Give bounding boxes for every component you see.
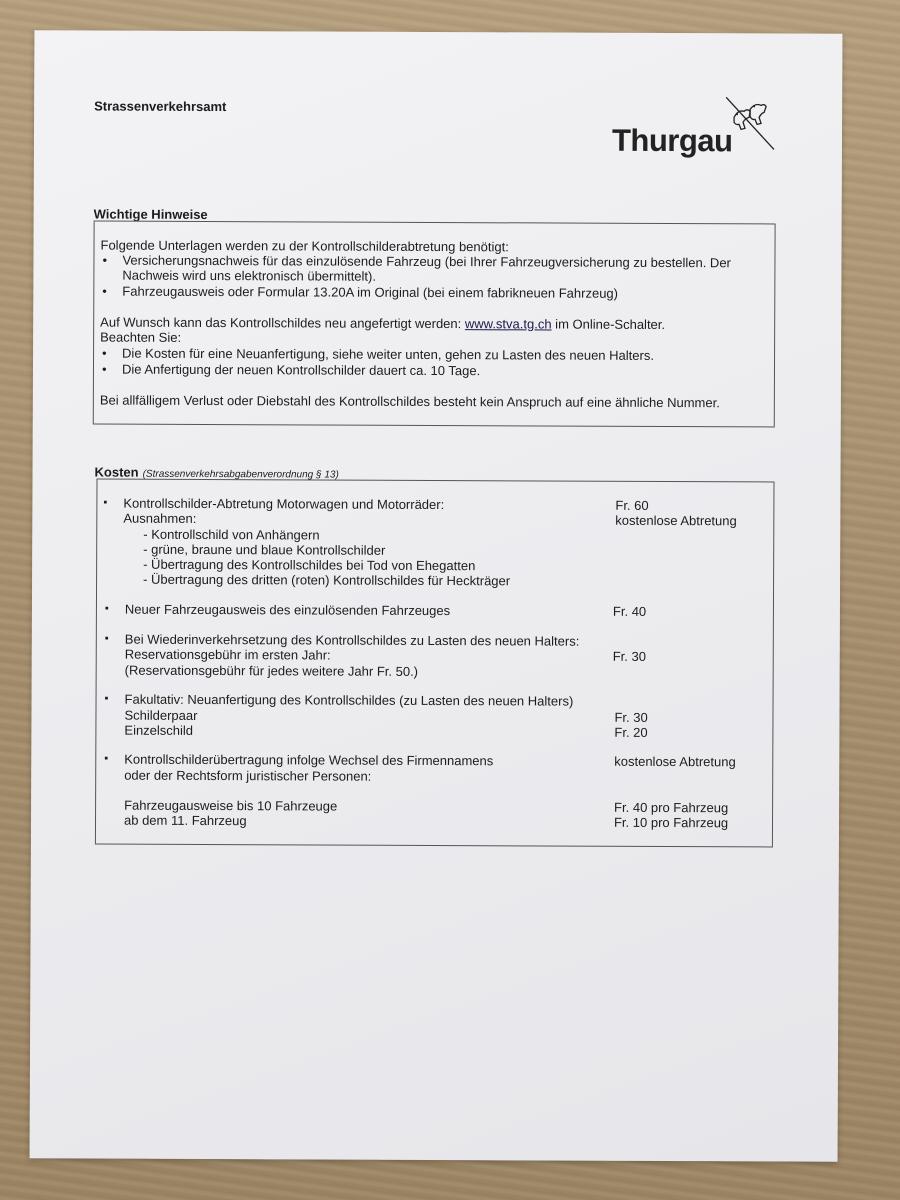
cost-item-label: ▪ Bei Wiederinverkehrsetzung des Kontrollschildes zu Lasten des neuen Halters: xyxy=(125,632,580,649)
cost-item-line: Fahrzeugausweise bis 10 Fahrzeuge xyxy=(124,797,338,814)
costs-title: Kosten xyxy=(94,464,139,480)
logo-text: Thurgau xyxy=(611,122,733,159)
wish-text-after: im Online-Schalter. xyxy=(551,316,666,332)
notes-box xyxy=(93,221,776,428)
loss-notice: Bei allfälligem Verlust oder Diebstahl des Kontrollschildes besteht kein Anspruch auf eine ähnliche Nummer. xyxy=(99,392,720,411)
cost-item-price: kostenlose Abtretung xyxy=(614,753,736,770)
thurgau-lions-emblem-icon xyxy=(724,95,776,151)
cost-item-line: ab dem 11. Fahrzeug xyxy=(123,812,247,829)
cost-item-price: Fr. 20 xyxy=(614,724,648,740)
cost-item-price: Fr. 40 xyxy=(612,603,647,619)
cost-item-label: ▪ Fakultativ: Neuanfertigung des Kontrollschildes (zu Lasten des neuen Halters) xyxy=(125,692,574,709)
cost-item-price: Fr. 30 xyxy=(612,648,647,664)
exceptions-label: Ausnahmen: xyxy=(123,510,197,526)
cost-item-line: (Reservationsgebühr für jedes weitere Jahr Fr. 50.) xyxy=(124,662,419,679)
cost-item-line: oder der Rechtsform juristischer Personen: xyxy=(124,767,372,784)
wish-sentence xyxy=(100,315,665,333)
exceptions-price: kostenlose Abtretung xyxy=(615,512,737,529)
cost-item-label: ▪ Kontrollschilder-Abtretung Motorwagen und Motorräder: xyxy=(123,496,444,513)
list-item-continuation: Nachweis wird uns elektronisch übermittelt). xyxy=(122,267,377,284)
exception-item: - Übertragung des Kontrollschildes bei Tod von Ehegatten xyxy=(143,556,476,574)
office-name: Strassenverkehrsamt xyxy=(94,98,227,115)
cost-item-line: Einzelschild xyxy=(124,722,194,738)
list-item: • Versicherungsnachweis für das einzulösende Fahrzeug (bei Ihrer Fahrzeugversicherung zu bestellen. Der xyxy=(122,253,731,271)
cost-item-line: Reservationsgebühr im ersten Jahr: xyxy=(124,646,331,663)
list-item: • Die Kosten für eine Neuanfertigung, siehe weiter unten, gehen zu Lasten des neuen Halters. xyxy=(122,346,654,364)
notes-intro: Folgende Unterlagen werden zu der Kontrollschilderabtretung benötigt: xyxy=(100,237,509,255)
list-item: • Die Anfertigung der neuen Kontrollschilder dauert ca. 10 Tage. xyxy=(122,362,480,379)
exception-item: - Kontrollschild von Anhängern xyxy=(143,526,320,543)
stva-link[interactable]: www.stva.tg.ch xyxy=(464,316,552,332)
document-page xyxy=(30,30,843,1162)
costs-box xyxy=(95,479,775,848)
note-label: Beachten Sie: xyxy=(100,329,182,345)
cost-item-line: Schilderpaar xyxy=(124,707,198,723)
cost-item-price: Fr. 10 pro Fahrzeug xyxy=(613,814,729,831)
wish-text-before: Auf Wunsch kann das Kontrollschildes neu angefertigt werden: xyxy=(100,314,465,332)
cost-item-label: ▪ Kontrollschilderübertragung infolge Wechsel des Firmennamens xyxy=(124,752,493,769)
list-item: • Fahrzeugausweis oder Formular 13.20A im Original (bei einem fabrikneuen Fahrzeug) xyxy=(122,284,618,302)
cost-item-price: Fr. 40 pro Fahrzeug xyxy=(614,799,729,816)
notes-title: Wichtige Hinweise xyxy=(93,206,208,223)
cost-item-label: ▪ Neuer Fahrzeugausweis des einzulösenden Fahrzeuges xyxy=(125,602,450,619)
cost-item-price: Fr. 60 xyxy=(615,497,649,513)
exception-item: - grüne, braune und blaue Kontrollschilder xyxy=(143,541,386,558)
exception-item: - Übertragung des dritten (roten) Kontrollschildes für Heckträger xyxy=(143,571,511,589)
cost-item-price: Fr. 30 xyxy=(614,709,648,725)
costs-subtitle: (Strassenverkehrsabgabenverordnung § 13) xyxy=(142,468,339,481)
